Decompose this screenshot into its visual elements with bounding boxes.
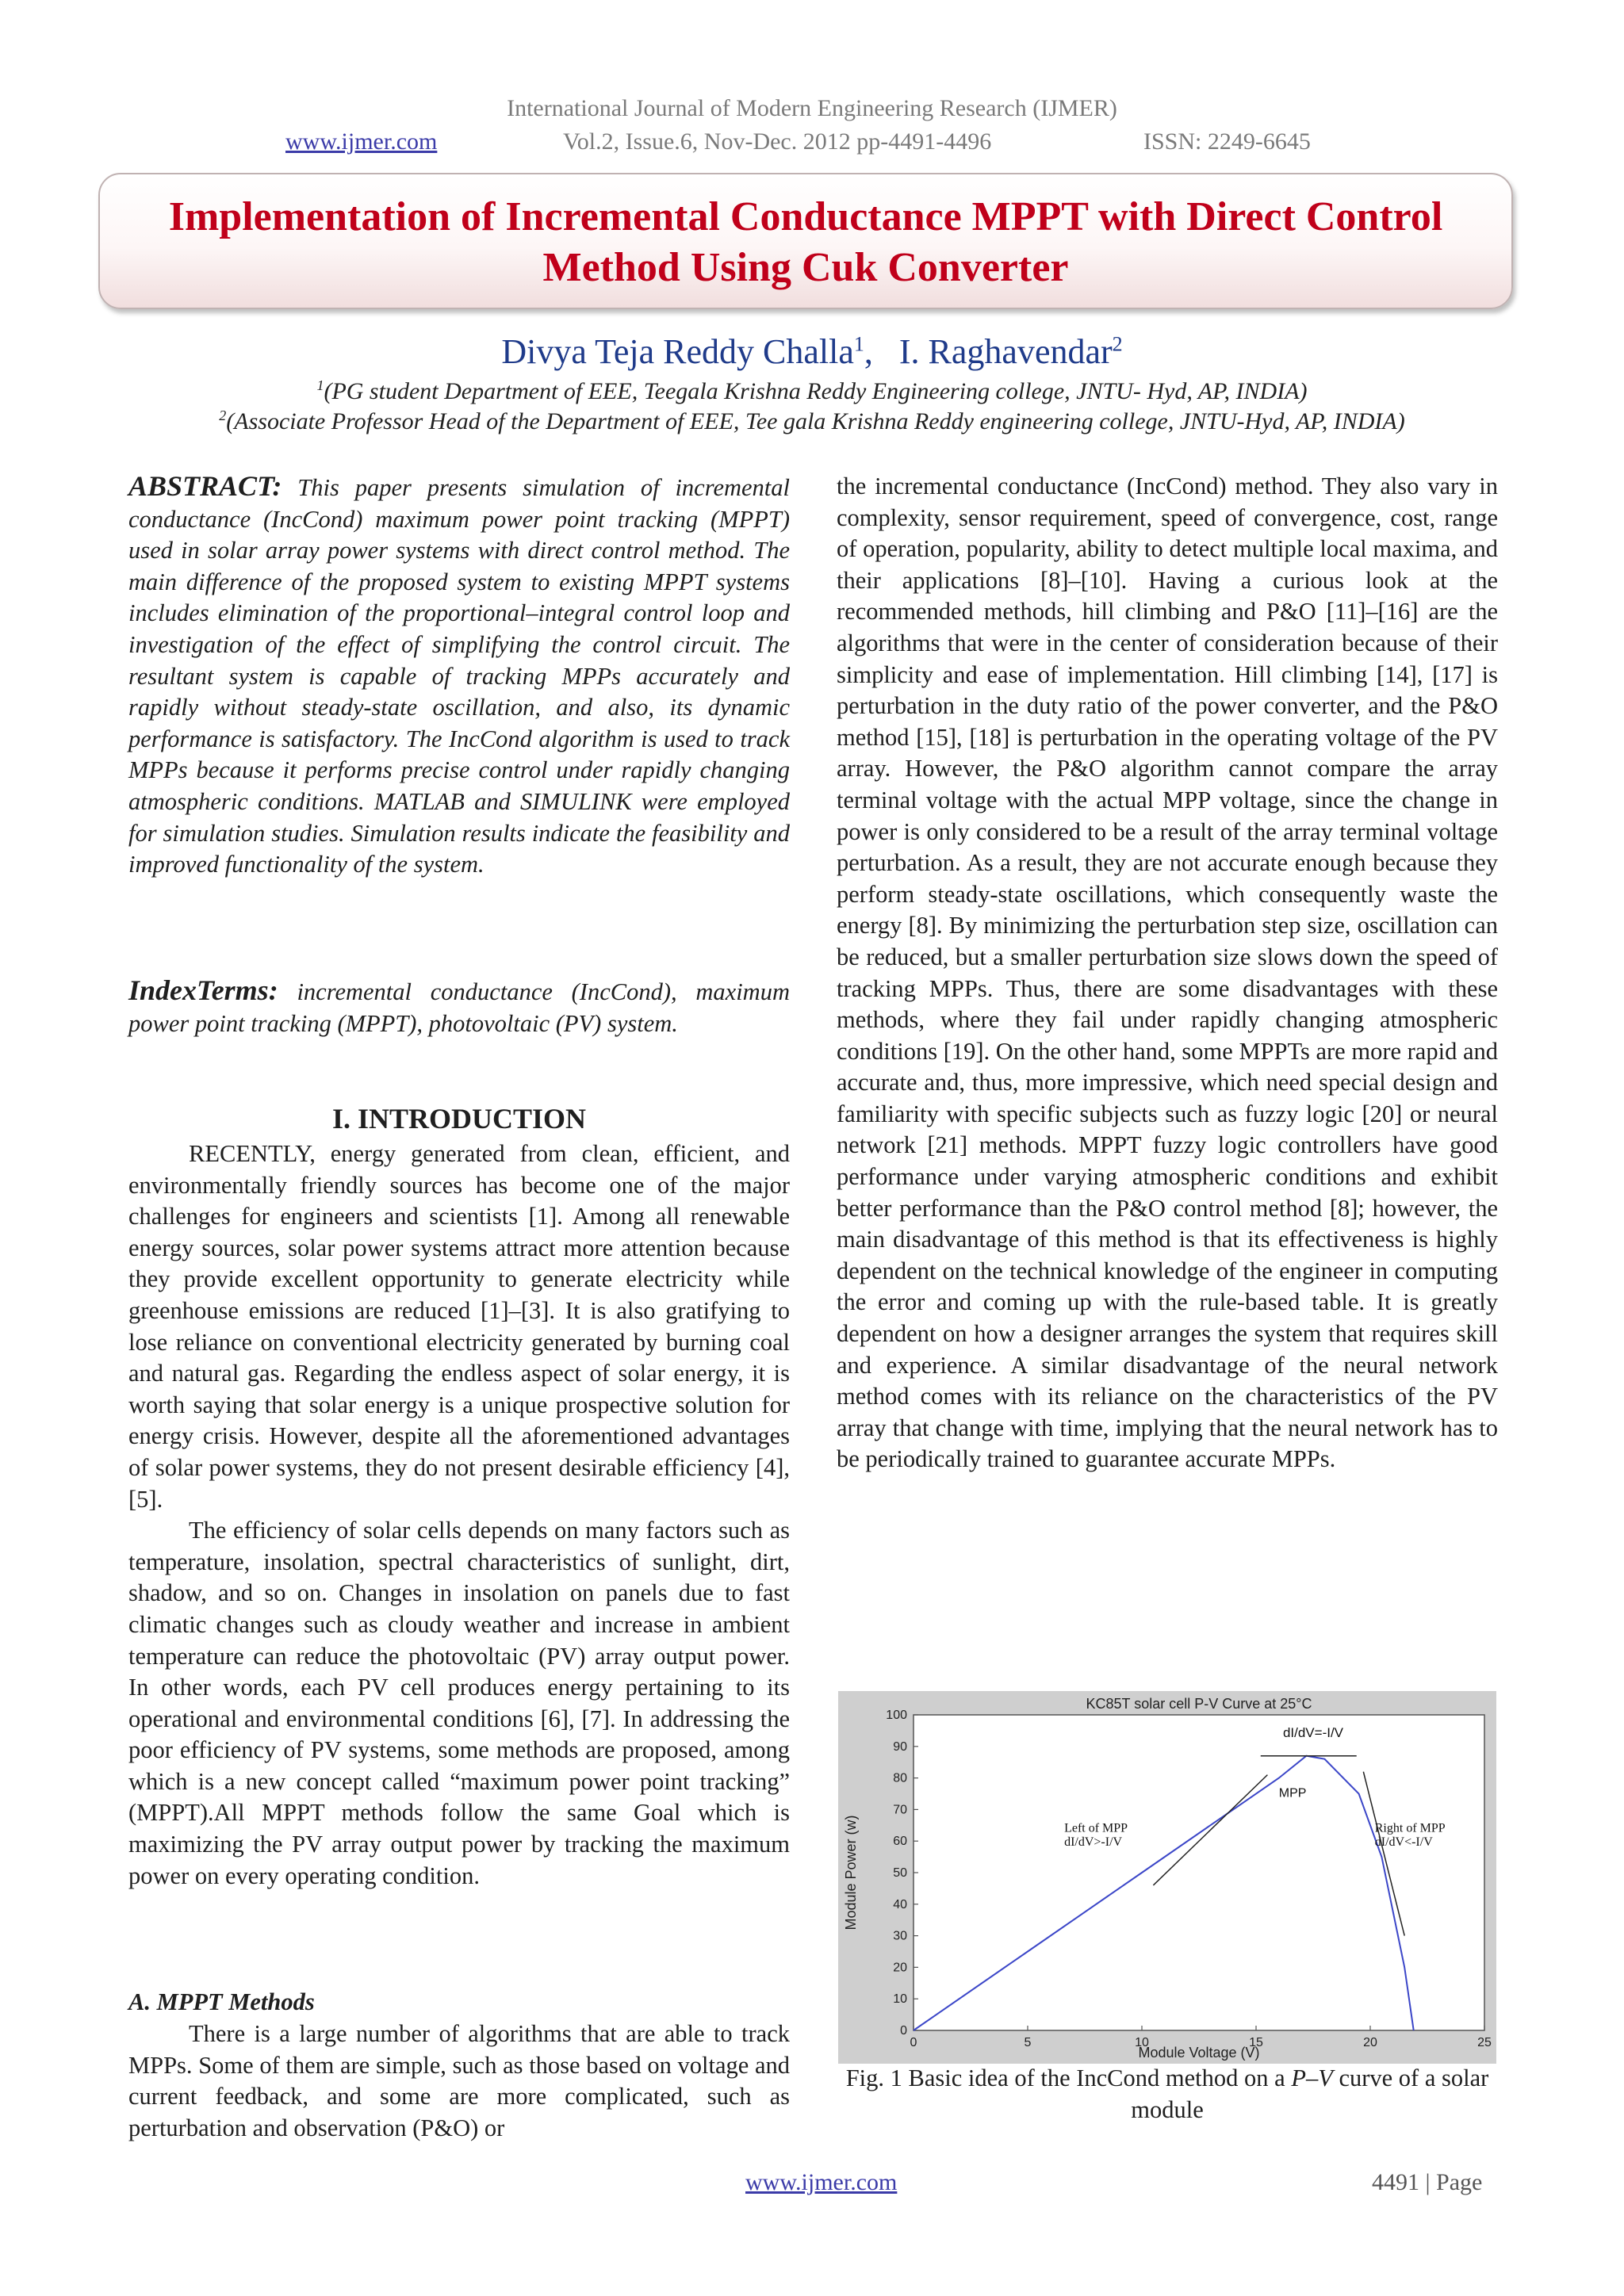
annotation-left-line-1: Left of MPP [1064,1821,1128,1835]
chart-xlabel: Module Voltage (V) [1138,2045,1260,2061]
abstract [128,471,790,881]
annotation-mpp-slope: dI/dV=-I/V [1282,1724,1344,1740]
figure-caption [837,2062,1498,2126]
x-tick-label: 10 [1135,2036,1149,2049]
page-number: 4491 | Page [1372,2169,1483,2195]
y-tick-label: 20 [893,1961,907,1975]
x-tick-label: 20 [1363,2036,1377,2049]
affiliation-1 [0,377,1624,405]
y-tick-label: 30 [893,1929,907,1943]
author-1: Divya Teja Reddy Challa [501,332,854,371]
header-website-link[interactable]: www.ijmer.com [285,128,438,155]
title-box [98,173,1513,309]
plot-area [914,1715,1484,2030]
y-tick-label: 0 [900,2024,907,2038]
paper-title [100,192,1511,293]
abstract-label: ABSTRACT: [128,470,282,502]
index-terms-label: IndexTerms: [128,974,278,1006]
introduction-heading: I. INTRODUCTION [331,1103,587,1135]
paper-title-line2: Method Using Cuk Converter [542,245,1069,290]
index-terms-text: incremental conductance (IncCond), maximum power point tracking (MPPT), photovoltaic (PV) system. [128,978,790,1037]
author-1-sup: 1 [853,332,864,356]
y-tick-label: 100 [886,1709,907,1722]
affiliation-1-text: (PG student Department of EEE, Teegala Krishna Reddy Engineering college, JNTU- Hyd, AP, INDIA) [324,378,1308,404]
pv-curve-chart [838,1691,1496,2064]
affiliation-1-sup: 1 [316,377,324,393]
abstract-text: This paper presents simulation of incremental conductance (IncCond) maximum power point tracking (MPPT) used in solar array power systems with direct control method. The main difference of the proposed system to existing MPPT systems includes elimination of the proportional–integral control loop and investigation of the effect of simplifying the control circuit. The resultant system is capable of tracking MPPs accurately and rapidly without steady-state oscillation, and also, its dynamic performance is satisfactory. The IncCond algorithm is used to track MPPs because it performs precise control under rapidly changing atmospheric conditions. MATLAB and SIMULINK were employed for simulation studies. Simulation results indicate the feasibility and improved functionality of the system. [128,474,790,878]
footer-website-link[interactable]: www.ijmer.com [745,2169,898,2195]
author-2-sup: 2 [1112,332,1123,356]
affiliation-2-sup: 2 [219,408,227,423]
mppt-methods-heading: A. MPPT Methods [128,1988,315,2015]
annotation-left-line-2: dI/dV>-I/V [1064,1835,1123,1850]
figure-caption-prefix: Fig. 1 Basic idea of the IncCond method on a [845,2064,1292,2091]
y-tick-label: 80 [893,1771,907,1785]
right-column-para-1: the incremental conductance (IncCond) method. They also vary in complexity, sensor requirement, speed of convergence, cost, range of operation, popularity, ability to detect multiple local maxima, and their applications [8]–[10]. Having a curious look at the recommended methods, hill climbing and P&O [11]–[16] are the algorithms that were in the center of consideration because of their simplicity and ease of implementation. Hill climbing [14], [17] is perturbation in the duty ratio of the power converter, and the P&O method [15], [18] is perturbation in the operating voltage of the PV array. However, the P&O algorithm cannot compare the array terminal voltage with the actual MPP voltage, since the change in power is only considered to be a result of the array terminal voltage perturbation. As a result, they are not accurate enough because they perform steady-state oscillations, which consequently waste the energy [8]. By minimizing the perturbation step size, oscillation can be reduced, but a smaller perturbation size slows down the speed of tracking MPPs. Thus, there are some disadvantages with these methods, where they fail under rapidly changing atmospheric conditions [19]. On the other hand, some MPPTs are more rapid and accurate and, thus, more impressive, which need special design and familiarity with specific subjects such as fuzzy logic [20] or neural network [21] methods. MPPT fuzzy logic controllers have good performance under varying atmospheric conditions and exhibit better performance than the P&O control method [8]; however, the main disadvantage of this method is that its effectiveness is highly dependent on the technical knowledge of the engineer in computing the error and coming up with the rule-based table. It is greatly dependent on how a designer arranges the system that requires skill and experience. A similar disadvantage of the neural network method comes with its reliance on the characteristics of the PV array that change with time, implying that the neural network has to be periodically trained to guarantee accurate MPPs. [837,473,1498,1473]
introduction-para-1: RECENTLY, energy generated from clean, efficient, and environmentally friendly sources has become one of the major challenges for engineers and scientists [1]. Among all renewable energy sources, solar power systems attract more attention because they provide excellent opportunity to generate electricity while greenhouse emissions are reduced [1]–[3]. It is also gratifying to lose reliance on conventional electricity generated by burning coal and natural gas. Regarding the endless aspect of solar energy, it is worth saying that solar energy is a unique prospective solution for energy crisis. However, despite all the aforementioned advantages of solar power systems, they do not present desirable efficiency [4], [5]. [128,1140,790,1513]
introduction-para-2: The efficiency of solar cells depends on many factors such as temperature, insolation, spectral characteristics of sunlight, dirt, shadow, and so on. Changes in insolation on panels due to fast climatic changes such as cloudy weather and increase in ambient temperature can reduce the photovoltaic (PV) array output power. In other words, each PV cell produces energy pertaining to its operational and environmental conditions [6], [7]. In addressing the poor efficiency of PV systems, some methods are proposed, among which is a new concept called “maximum power point tracking” (MPPT).All MPPT methods follow the same Goal which is maximizing the PV array output power by tracking the maximum power on every operating condition. [128,1517,790,1889]
journal-name: International Journal of Modern Engineering Research (IJMER) [507,95,1117,121]
y-tick-label: 70 [893,1803,907,1817]
x-tick-label: 0 [910,2036,917,2049]
y-tick-label: 40 [893,1897,907,1911]
y-tick-label: 90 [893,1739,907,1754]
issn: ISSN: 2249-6645 [1143,128,1311,155]
y-tick-label: 60 [893,1835,907,1849]
authors [0,331,1624,372]
x-tick-label: 15 [1249,2036,1263,2049]
x-tick-label: 25 [1477,2036,1492,2049]
annotation-right-line-1: Right of MPP [1374,1821,1446,1835]
paper-title-line1: Implementation of Incremental Conductance MPPT with Direct Control [168,194,1443,239]
right-column-body [837,471,1498,1475]
volume-info: Vol.2, Issue.6, Nov-Dec. 2012 pp-4491-4496 [563,128,992,155]
author-2: I. Raghavendar [898,332,1113,371]
author-separator: , [864,332,873,371]
annotation-right-line-2: dI/dV<-I/V [1374,1835,1433,1850]
y-tick-label: 10 [893,1992,907,2007]
chart-ylabel: Module Power (w) [843,1815,859,1931]
affiliation-2-text: (Associate Professor Head of the Department of EEE, Tee gala Krishna Reddy engineering college, JNTU-Hyd, AP, INDIA) [226,408,1405,434]
affiliation-2 [0,408,1624,435]
mppt-methods-para-1: There is a large number of algorithms that are able to track MPPs. Some of them are simple, such as those based on voltage and current feedback, and some are more complicated, such as perturbation and observation (P&O) or [128,2020,790,2141]
figure-caption-suffix: curve of a solar module [1131,2064,1489,2123]
chart-title: KC85T solar cell P-V Curve at 25°C [1086,1696,1312,1712]
introduction-body [128,1138,790,1892]
index-terms [128,975,790,1039]
x-tick-label: 5 [1024,2036,1032,2049]
y-tick-label: 50 [893,1866,907,1880]
mppt-methods-body [128,2019,790,2144]
figure-caption-var: P–V [1291,2064,1333,2091]
annotation-mpp: MPP [1278,1786,1307,1800]
pv-curve-figure [838,1691,1496,2064]
